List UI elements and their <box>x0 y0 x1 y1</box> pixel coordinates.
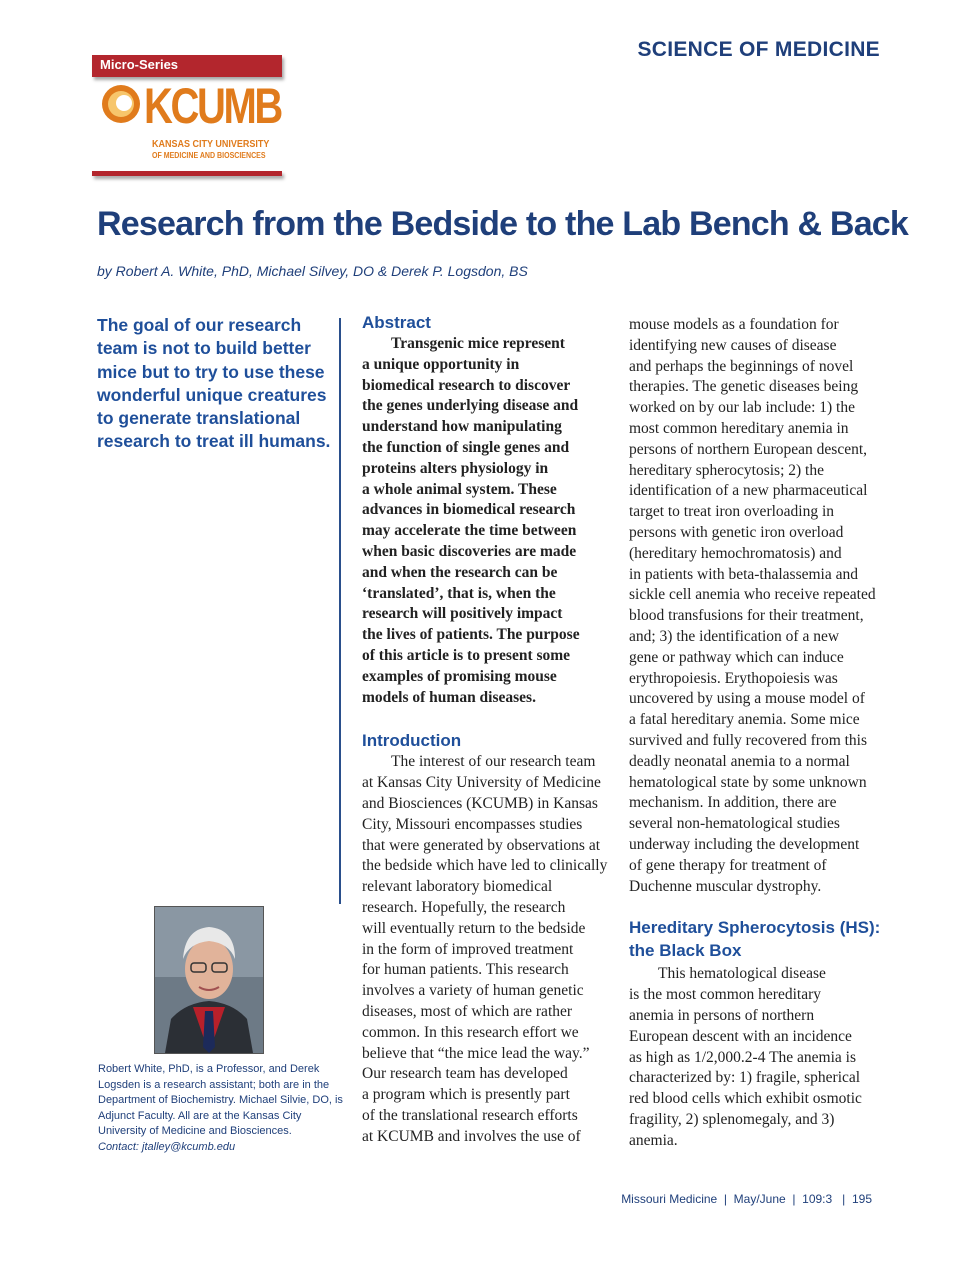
text-line: gene or pathway which can induce <box>629 648 844 666</box>
text-line: red blood cells which exhibit osmotic <box>629 1090 862 1108</box>
text-line: persons with genetic iron overload <box>629 523 844 541</box>
kcumb-subtitle-1: KANSAS CITY UNIVERSITY <box>152 139 270 150</box>
text-line: several non-hematological studies <box>629 815 840 833</box>
text-line: (hereditary hemochromatosis) and <box>629 544 842 562</box>
text-line: uncovered by using a mouse model of <box>629 690 865 708</box>
text-line: Our research team has developed <box>362 1065 568 1083</box>
text-line: therapies. The genetic diseases being <box>629 378 859 396</box>
text-line: in the form of improved treatment <box>362 940 574 958</box>
text-line: target to treat iron overloading in <box>629 503 835 521</box>
text-line: that were generated by observations at <box>362 836 601 854</box>
text-line: believe that “the mice lead the way.” <box>362 1044 590 1062</box>
text-line: hematological state by some unknown <box>629 773 867 791</box>
text-line: a fatal hereditary anemia. Some mice <box>629 711 860 729</box>
text-line: Transgenic mice represent <box>391 335 565 352</box>
abstract-body <box>362 334 612 708</box>
text-line: the function of single genes and <box>362 438 570 456</box>
text-line: identifying new causes of disease <box>629 336 837 354</box>
text-line: deadly neonatal anemia to a normal <box>629 752 850 770</box>
text-line: of the translational research efforts <box>362 1106 578 1124</box>
text-line: a unique opportunity in <box>362 355 520 373</box>
text-line: mouse models as a foundation for <box>629 316 839 333</box>
micro-series-label: Micro-Series <box>100 57 179 72</box>
text-line: proteins alters physiology in <box>362 459 549 477</box>
text-line: models of human diseases. <box>362 688 536 706</box>
text-line: a program which is presently part <box>362 1086 570 1104</box>
column-3 <box>629 315 884 1151</box>
text-line: underway including the development <box>629 835 860 853</box>
kcumb-wordmark: KCUMB <box>144 78 281 134</box>
text-line: at Kansas City University of Medicine <box>362 774 601 792</box>
text-line: most common hereditary anemia in <box>629 419 849 437</box>
text-line: persons of northern European descent, <box>629 440 868 458</box>
text-line: will eventually return to the bedside <box>362 919 586 937</box>
section-header: SCIENCE OF MEDICINE <box>637 38 880 61</box>
text-line: the lives of patients. The purpose <box>362 626 580 644</box>
kcumb-subtitle-2: OF MEDICINE AND BIOSCIENCES <box>152 151 266 160</box>
logo-bottom-bar <box>92 171 282 176</box>
text-line: fragility, 2) splenomegaly, and 3) <box>629 1110 835 1128</box>
text-line: European descent with an incidence <box>629 1027 852 1045</box>
author-caption-text: Robert White, PhD, is a Professor, and Derek Logsden is a research assistant; both are in the Department of Biochemistry. Michael Silvie, DO, is Adjunct Faculty. All are at the Kansas City University of Medicine and Biosciences. <box>98 1063 343 1137</box>
text-line: research will positively impact <box>362 605 563 623</box>
text-line: City, Missouri encompasses studies <box>362 815 583 833</box>
text-line: of gene therapy for treatment of <box>629 856 827 874</box>
text-line: may accelerate the time between <box>362 522 577 540</box>
text-line: and; 3) the identification of a new <box>629 627 840 645</box>
text-line: is the most common hereditary <box>629 986 821 1004</box>
column-divider <box>339 318 341 904</box>
introduction-body <box>362 752 612 1147</box>
hs-heading-line-2: the Black Box <box>629 941 742 961</box>
author-caption <box>98 1062 348 1155</box>
text-line: diseases, most of which are rather <box>362 1002 573 1020</box>
text-line: anemia. <box>629 1131 678 1149</box>
introduction-heading: Introduction <box>362 731 462 751</box>
abstract-heading: Abstract <box>362 313 431 332</box>
text-line: and when the research can be <box>362 563 558 581</box>
text-line: examples of promising mouse <box>362 667 557 685</box>
text-line: common. In this research effort we <box>362 1023 579 1041</box>
author-contact: Contact: jtalley@kcumb.edu <box>98 1140 236 1153</box>
text-line: in patients with beta-thalassemia and <box>629 565 858 583</box>
hs-heading-line-1: Hereditary Spherocytosis (HS): <box>629 918 881 938</box>
text-line: ‘translated’, that is, when the <box>362 584 556 602</box>
text-line: hereditary spherocytosis; 2) the <box>629 461 824 479</box>
kcumb-logo <box>92 55 282 177</box>
text-line: worked on by our lab include: 1) the <box>629 399 855 417</box>
column-3-body <box>629 315 884 897</box>
text-line: as high as 1/2,000.2-4 The anemia is <box>629 1048 857 1066</box>
column-2 <box>362 313 612 1147</box>
hs-body <box>629 964 884 1151</box>
micro-series-bar <box>92 55 282 77</box>
author-photo <box>154 906 264 1054</box>
text-line: Duchenne muscular dystrophy. <box>629 877 822 895</box>
text-line: understand how manipulating <box>362 418 562 436</box>
text-line: at KCUMB and involves the use of <box>362 1127 581 1145</box>
text-line: advances in biomedical research <box>362 501 576 519</box>
text-line: relevant laboratory biomedical <box>362 878 553 896</box>
text-line: and Biosciences (KCUMB) in Kansas <box>362 794 598 812</box>
text-line: of this article is to present some <box>362 646 571 664</box>
text-line: biomedical research to discover <box>362 376 571 394</box>
byline: by Robert A. White, PhD, Michael Silvey, DO & Derek P. Logsdon, BS <box>97 263 528 279</box>
text-line: a whole animal system. These <box>362 480 557 498</box>
text-line: identification of a new pharmaceutical <box>629 482 868 500</box>
text-line: the genes underlying disease and <box>362 397 579 415</box>
article-title: Research from the Bedside to the Lab Bench & Back <box>97 205 909 243</box>
text-line: the bedside which have led to clinically <box>362 857 608 875</box>
text-line: anemia in persons of northern <box>629 1006 815 1024</box>
text-line: mechanism. In addition, there are <box>629 794 837 812</box>
text-line: involves a variety of human genetic <box>362 982 584 1000</box>
text-line: blood transfusions for their treatment, <box>629 607 864 625</box>
page-footer: Missouri Medicine | May/June | 109:3 | 195 <box>621 1192 872 1206</box>
text-line: for human patients. This research <box>362 961 569 979</box>
text-line: erythropoiesis. Erythopoiesis was <box>629 669 838 687</box>
text-line: and perhaps the beginnings of novel <box>629 357 854 375</box>
text-line: when basic discoveries are made <box>362 542 577 560</box>
text-line: research. Hopefully, the research <box>362 898 566 916</box>
hs-heading <box>629 916 884 962</box>
text-line: This hematological disease <box>658 965 826 983</box>
text-line: sickle cell anemia who receive repeated <box>629 586 876 604</box>
pull-quote: The goal of our research team is not to build better mice but to try to use these wonderful unique creatures to generate translational research to treat ill humans. <box>97 315 331 452</box>
text-line: The interest of our research team <box>391 753 596 771</box>
text-line: characterized by: 1) fragile, spherical <box>629 1069 861 1087</box>
text-line: survived and fully recovered from this <box>629 731 868 749</box>
kcumb-swirl-icon <box>100 83 142 125</box>
